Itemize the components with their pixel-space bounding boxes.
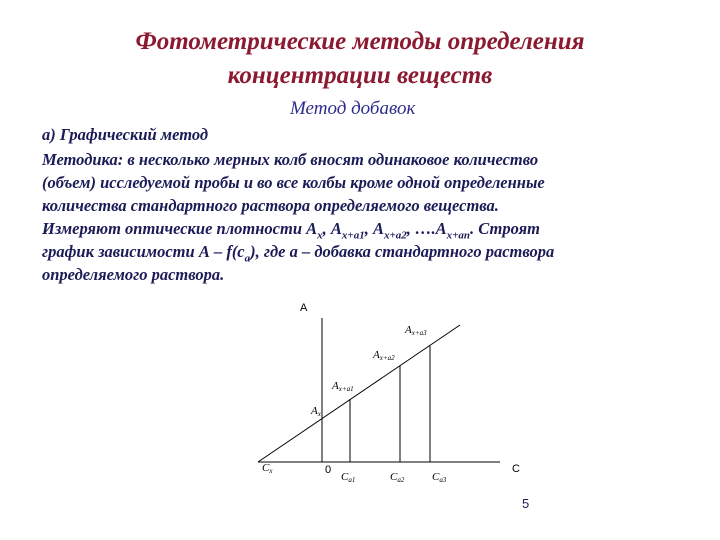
body-line: Методика: в несколько мерных колб вносят одинаковое количество	[42, 150, 539, 169]
ca1-label	[341, 471, 355, 484]
label-sub: a1	[348, 476, 356, 484]
subscript: x+a1	[341, 229, 365, 242]
label-sub: x	[317, 410, 321, 418]
x-axis-label: C	[512, 463, 520, 475]
body-text: , А	[364, 219, 384, 238]
label-main: C	[341, 471, 349, 483]
method-subtitle: Метод добавок	[290, 98, 416, 119]
subscript: a	[244, 252, 251, 265]
subscript: x+an	[446, 229, 471, 242]
page-number: 5	[522, 496, 530, 511]
label-main: C	[262, 462, 270, 474]
axa2-label	[372, 349, 395, 362]
label-sub: a3	[439, 476, 447, 484]
origin-label: 0	[325, 464, 332, 476]
label-main: A	[332, 380, 339, 392]
body-line: (объем) исследуемой пробы и во все колбы кроме одной определенные	[42, 173, 545, 192]
slide-title-line1: Фотометрические методы определения	[135, 28, 585, 55]
body-text: график зависимости А – f(c	[42, 242, 245, 261]
label-main: C	[390, 471, 398, 483]
axa1-label	[331, 380, 354, 393]
ax-label	[310, 405, 322, 418]
subscript: x+a2	[383, 229, 407, 242]
ca2-label	[390, 471, 405, 484]
body-text: ), где а – добавка стандартного раствора	[250, 242, 555, 261]
method-heading: а) Графический метод	[42, 125, 209, 144]
y-axis-label: A	[300, 302, 308, 314]
label-sub: x+a3	[411, 329, 427, 337]
label-main: A	[405, 324, 412, 336]
label-sub: x+a2	[379, 354, 395, 362]
label-sub: x	[269, 467, 273, 475]
slide-title-line2: концентрации веществ	[227, 62, 493, 89]
label-sub: a2	[397, 476, 405, 484]
body-text: , А	[322, 219, 342, 238]
body-text: Измеряют оптические плотности А	[42, 219, 318, 238]
cx-label	[262, 462, 273, 475]
body-text: , ….А	[406, 219, 447, 238]
body-text: . Строят	[470, 219, 540, 238]
subscript: x	[317, 229, 323, 242]
label-main: A	[373, 349, 380, 361]
label-main: A	[311, 405, 318, 417]
body-line: количества стандартного раствора определяемого вещества.	[42, 196, 499, 215]
label-main: C	[432, 471, 440, 483]
label-sub: x+a1	[338, 385, 354, 393]
body-line: определяемого раствора.	[42, 265, 225, 284]
axa3-label	[404, 324, 427, 337]
ca3-label	[432, 471, 447, 484]
